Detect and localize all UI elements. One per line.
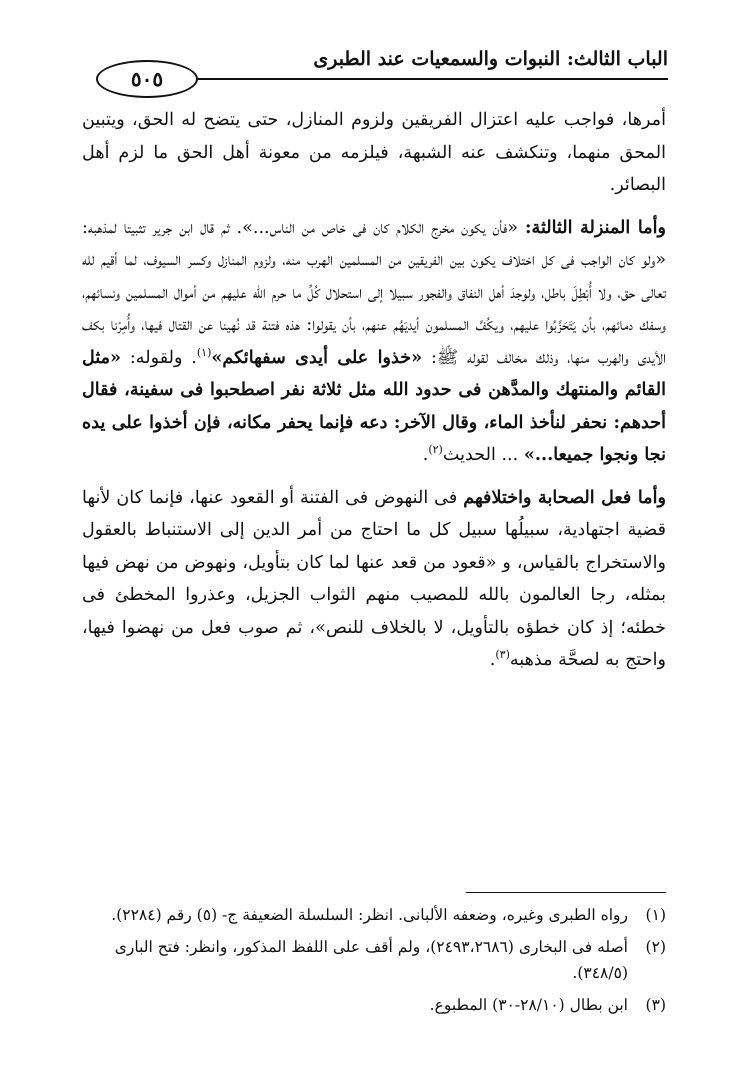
footnote-ref: (١) [196,345,212,359]
footnote-number: (٢) [645,938,666,956]
footnote [82,902,666,928]
hadith-quote: «خذوا على أيدى سفهائكم» [211,346,423,368]
paragraph-1: أمرها، فواجب عليه اعتزال الفريقين ولزوم المنازل، حتى يتضح له الحق، ويتبين المحق منهما، وتنكشف عنه الشبهة، فيلزمه من معونة أهل الحق ما لزم أهل البصائر. [82,110,666,195]
footnote-separator [466,892,666,893]
footnote-text: أصله فى البخارى (٢٤٩٣،٢٦٨٦)، ولم أقف على اللفظ المذكور، وانظر: فتح البارى (٣٤٨/٥). [114,938,628,982]
page-number-badge: ٥٠٥ [96,60,198,98]
text-run: . ولقوله: [121,347,197,368]
footnotes [82,902,666,1024]
footnote-ref: (٢) [428,443,443,457]
text-run: . [422,445,429,465]
text-run: ... الحديث [442,445,524,465]
footnote-number: (٣) [645,996,666,1014]
hadith-quote: «مثل القائم والمنتهك والمدَّهن فى حدود الله مثل ثلاثة نفر اصطحبوا فى سفينة، فقال أحدهم: نحفر لنأخذ الماء، وقال الآخر: دعه فإنما يحفر مكانه، فإن أخذوا على يده نجا ونجوا جميعا...» [82,346,666,465]
footnote [82,934,666,986]
footnote-text: ابن بطال (٢٨/١٠-٣٠) المطبوع. [429,996,628,1014]
footnote-number: (١) [645,906,666,924]
section-heading: وأما فعل الصحابة واختلافهم [463,486,666,508]
chapter-title: الباب الثالث: النبوات والسمعيات عند الطبرى [313,48,668,70]
text-run: «فأن يكون مخرج الكلام كان فى خاص من الناس...». ثم قال ابن جرير تثبيتا لمذهبه: «ولو كان الواجب فى كل اختلاف يكون بين الفريقين من المسلمين الهرب منه، ولزوم المنازل وكسر السيوف، لما أقيم لله تعالى حق، ولا أُبْطِلَ باطل، ولوجدَ أهل النفاق والفجور سبيلا إلى استحلال كُلِّ ما حرم الله عليهم من أموال المسلمين ونسائهم، وسفك دمائهم، بأن يَتَحَزَّبُوا عليهم، ويكُفَّ المسلمون أيديَهُم عنهم، بأن يقولوا: هذه فتنة قد نُهينا عن القتال فيها، وأُمِرْنا بكف الأيدى والهرب منها، وذلك مخالف لقوله ﷺ: [82,217,666,368]
header-rule [180,78,668,80]
footnote-text: رواه الطبرى وغيره، وضعفه الألبانى. انظر: السلسلة الضعيفة ج- (٥) رقم (٢٢٨٤). [111,906,628,924]
running-header [100,40,668,91]
main-text [82,104,666,687]
footnote [82,992,666,1018]
text-run: فى النهوض فى الفتنة أو القعود عنها، فإنما كان لأنها قضية اجتهادية، سبيلُها سبيل كل ما احتاج من أمر الدين إلى الاستنباط بالعقول والاستخراج بالقياس، و «قعود من قعد عنها لما كان بتأويل، ونهوض من نهض فيها بمثله، رجا العالمون بالله للمصيب منهم الثواب الجزيل، وعذروا المخطئ فى خطئه؛ إذ كان خطؤه بالتأويل، لا بالخلاف للنص»، ثم صوب فعل من نهضوا فيها، واحتج به لصحَّة مذهبه [82,487,666,670]
paragraph-3 [82,482,666,677]
section-heading: وأما المنزلة الثالثة: [525,216,666,238]
footnote-ref: (٣) [495,648,510,662]
text-run: . [489,650,496,670]
paragraph-2 [82,212,666,472]
